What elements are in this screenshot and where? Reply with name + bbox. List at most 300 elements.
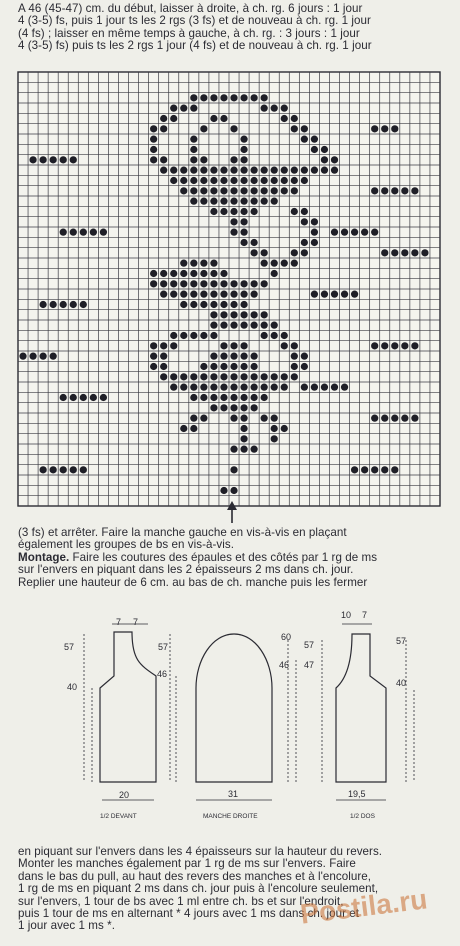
filled-cell-dot xyxy=(200,394,207,401)
filled-cell-dot xyxy=(230,384,237,391)
filled-cell-dot xyxy=(251,322,258,329)
sleeve-left-side: 46 xyxy=(279,660,290,670)
filled-cell-dot xyxy=(210,187,217,194)
filled-cell-dot xyxy=(240,208,247,215)
filled-cell-dot xyxy=(200,363,207,370)
filled-cell-dot xyxy=(331,156,338,163)
filled-cell-dot xyxy=(240,384,247,391)
filled-cell-dot xyxy=(180,280,187,287)
filled-cell-dot xyxy=(321,291,328,298)
filled-cell-dot xyxy=(190,425,197,432)
filled-cell-dot xyxy=(321,384,328,391)
filled-cell-dot xyxy=(240,353,247,360)
filled-cell-dot xyxy=(361,229,368,236)
outro-line: 1 rg de ms en piquant 2 ms dans ch. jour puis à l'encolure seulement, xyxy=(18,882,379,896)
filled-cell-dot xyxy=(411,415,418,422)
filled-cell-dot xyxy=(230,311,237,318)
filled-cell-dot xyxy=(210,353,217,360)
filled-cell-dot xyxy=(80,394,87,401)
outro-line: sur l'envers, 1 tour de bs avec 1 ml entre ch. bs et sur l'endroit, xyxy=(18,894,344,908)
filled-cell-dot xyxy=(80,466,87,473)
filled-cell-dot xyxy=(220,311,227,318)
filled-cell-dot xyxy=(381,415,388,422)
filled-cell-dot xyxy=(341,384,348,391)
front-height-side: 40 xyxy=(67,682,78,692)
back-neck-width-1: 10 xyxy=(341,610,352,620)
filled-cell-dot xyxy=(341,229,348,236)
filled-cell-dot xyxy=(230,94,237,101)
filled-cell-dot xyxy=(230,156,237,163)
filled-cell-dot xyxy=(230,353,237,360)
filled-cell-dot xyxy=(281,167,288,174)
filled-cell-dot xyxy=(240,136,247,143)
filled-cell-dot xyxy=(220,342,227,349)
filled-cell-dot xyxy=(160,373,167,380)
front-neck-width-1: 7 xyxy=(116,617,122,627)
filled-cell-dot xyxy=(170,342,177,349)
filled-cell-dot xyxy=(381,187,388,194)
filled-cell-dot xyxy=(200,384,207,391)
filled-cell-dot xyxy=(371,466,378,473)
filled-cell-dot xyxy=(200,332,207,339)
filled-cell-dot xyxy=(200,187,207,194)
filled-cell-dot xyxy=(311,136,318,143)
filled-cell-dot xyxy=(411,187,418,194)
filled-cell-dot xyxy=(200,260,207,267)
filled-cell-dot xyxy=(271,322,278,329)
filled-cell-dot xyxy=(190,270,197,277)
filled-cell-dot xyxy=(301,239,308,246)
filled-cell-dot xyxy=(210,198,217,205)
filled-cell-dot xyxy=(281,187,288,194)
filled-cell-dot xyxy=(50,156,57,163)
filled-cell-dot xyxy=(180,177,187,184)
filled-cell-dot xyxy=(261,311,268,318)
filled-cell-dot xyxy=(230,404,237,411)
back-neck-width-2: 7 xyxy=(362,610,368,620)
filled-cell-dot xyxy=(210,332,217,339)
filled-cell-dot xyxy=(220,394,227,401)
filled-cell-dot xyxy=(220,384,227,391)
filled-cell-dot xyxy=(80,229,87,236)
filled-cell-dot xyxy=(261,198,268,205)
filled-cell-dot xyxy=(301,208,308,215)
filled-cell-dot xyxy=(230,125,237,132)
sleeve-caption: MANCHE DROITE xyxy=(203,813,258,820)
filled-cell-dot xyxy=(351,229,358,236)
filled-cell-dot xyxy=(230,280,237,287)
filled-cell-dot xyxy=(220,487,227,494)
filled-cell-dot xyxy=(190,384,197,391)
filled-cell-dot xyxy=(60,301,67,308)
filled-cell-dot xyxy=(190,291,197,298)
filled-cell-dot xyxy=(230,322,237,329)
filled-cell-dot xyxy=(210,301,217,308)
filled-cell-dot xyxy=(210,384,217,391)
filled-cell-dot xyxy=(271,187,278,194)
filled-cell-dot xyxy=(150,270,157,277)
filled-cell-dot xyxy=(291,342,298,349)
filled-cell-dot xyxy=(220,301,227,308)
filled-cell-dot xyxy=(361,466,368,473)
filled-cell-dot xyxy=(371,415,378,422)
filled-cell-dot xyxy=(261,105,268,112)
filled-cell-dot xyxy=(341,291,348,298)
intro-line: (4 fs) ; laisser en même temps à gauche, à ch. rg. : 3 jours : 1 jour xyxy=(18,26,360,40)
filled-cell-dot xyxy=(240,415,247,422)
filled-cell-dot xyxy=(160,363,167,370)
filled-cell-dot xyxy=(60,229,67,236)
filled-cell-dot xyxy=(210,291,217,298)
filled-cell-dot xyxy=(271,435,278,442)
filled-cell-dot xyxy=(190,146,197,153)
filled-cell-dot xyxy=(240,187,247,194)
filled-cell-dot xyxy=(401,342,408,349)
filled-cell-dot xyxy=(261,394,268,401)
filled-cell-dot xyxy=(230,487,237,494)
filled-cell-dot xyxy=(271,373,278,380)
filled-cell-dot xyxy=(170,105,177,112)
filled-cell-dot xyxy=(230,218,237,225)
filled-cell-dot xyxy=(401,415,408,422)
outro-line: dans le bas du pull, au haut des revers des manches et à l'encolure, xyxy=(18,869,371,883)
filled-cell-dot xyxy=(220,373,227,380)
filled-cell-dot xyxy=(251,187,258,194)
filled-cell-dot xyxy=(291,208,298,215)
filled-cell-dot xyxy=(401,249,408,256)
filled-cell-dot xyxy=(90,229,97,236)
filled-cell-dot xyxy=(251,239,258,246)
filled-cell-dot xyxy=(200,373,207,380)
filled-cell-dot xyxy=(251,249,258,256)
filled-cell-dot xyxy=(240,363,247,370)
filled-cell-dot xyxy=(230,373,237,380)
filled-cell-dot xyxy=(40,466,47,473)
filled-cell-dot xyxy=(190,136,197,143)
filet-grid xyxy=(18,72,440,506)
filled-cell-dot xyxy=(180,187,187,194)
filled-cell-dot xyxy=(301,177,308,184)
filled-cell-dot xyxy=(60,156,67,163)
filled-cell-dot xyxy=(190,260,197,267)
filled-cell-dot xyxy=(29,353,36,360)
filled-cell-dot xyxy=(321,146,328,153)
front-right-side: 46 xyxy=(157,669,168,679)
filled-cell-dot xyxy=(371,125,378,132)
filled-cell-dot xyxy=(210,167,217,174)
filled-cell-dot xyxy=(70,394,77,401)
intro-line: 4 (3-5) fs, puis 1 jour ts les 2 rgs (3 fs) et de nouveau à ch. rg. 1 jour xyxy=(18,14,371,28)
filled-cell-dot xyxy=(190,156,197,163)
filled-cell-dot xyxy=(311,229,318,236)
outro-line: puis 1 tour de ms en alternant * 4 jours avec 1 ms dans ch. jour et xyxy=(18,907,360,921)
filled-cell-dot xyxy=(190,280,197,287)
filled-cell-dot xyxy=(180,291,187,298)
filled-cell-dot xyxy=(230,415,237,422)
filled-cell-dot xyxy=(50,301,57,308)
filled-cell-dot xyxy=(331,384,338,391)
filled-cell-dot xyxy=(240,146,247,153)
filled-cell-dot xyxy=(200,94,207,101)
outro-line: Monter les manches également par 1 rg de ms sur l'envers. Faire xyxy=(18,857,356,871)
filled-cell-dot xyxy=(50,466,57,473)
filled-cell-dot xyxy=(311,291,318,298)
filled-cell-dot xyxy=(311,146,318,153)
filled-cell-dot xyxy=(271,384,278,391)
filled-cell-dot xyxy=(190,332,197,339)
filled-cell-dot xyxy=(251,384,258,391)
filled-cell-dot xyxy=(150,136,157,143)
filled-cell-dot xyxy=(200,198,207,205)
filled-cell-dot xyxy=(311,239,318,246)
filled-cell-dot xyxy=(180,270,187,277)
filled-cell-dot xyxy=(150,342,157,349)
filled-cell-dot xyxy=(271,270,278,277)
filled-cell-dot xyxy=(261,280,268,287)
filled-cell-dot xyxy=(261,94,268,101)
front-right-total: 57 xyxy=(158,642,169,652)
filled-cell-dot xyxy=(170,384,177,391)
filled-cell-dot xyxy=(230,291,237,298)
filled-cell-dot xyxy=(271,167,278,174)
filled-cell-dot xyxy=(331,167,338,174)
filled-cell-dot xyxy=(261,187,268,194)
filled-cell-dot xyxy=(291,115,298,122)
filled-cell-dot xyxy=(321,156,328,163)
filled-cell-dot xyxy=(301,167,308,174)
filled-cell-dot xyxy=(190,94,197,101)
filled-cell-dot xyxy=(240,425,247,432)
filled-cell-dot xyxy=(160,291,167,298)
filled-cell-dot xyxy=(281,342,288,349)
filled-cell-dot xyxy=(251,446,258,453)
filled-cell-dot xyxy=(180,260,187,267)
filled-cell-dot xyxy=(240,342,247,349)
intro-line: A 46 (45-47) cm. du début, laisser à droite, à ch. rg. 6 jours : 1 jour xyxy=(18,2,363,15)
filled-cell-dot xyxy=(301,353,308,360)
sleeve-schematic xyxy=(196,634,296,800)
filled-cell-dot xyxy=(180,105,187,112)
filled-cell-dot xyxy=(210,260,217,267)
back-bottom-width: 19,5 xyxy=(348,789,366,799)
outro-line: 1 jour avec 1 ms *. xyxy=(18,919,115,933)
filled-cell-dot xyxy=(100,394,107,401)
filled-cell-dot xyxy=(150,156,157,163)
filled-cell-dot xyxy=(170,280,177,287)
filled-cell-dot xyxy=(261,260,268,267)
filled-cell-dot xyxy=(150,353,157,360)
filled-cell-dot xyxy=(70,156,77,163)
filled-cell-dot xyxy=(291,177,298,184)
filled-cell-dot xyxy=(381,249,388,256)
filled-cell-dot xyxy=(271,415,278,422)
front-bottom-width: 20 xyxy=(119,790,130,800)
filled-cell-dot xyxy=(281,373,288,380)
filled-cell-dot xyxy=(19,353,26,360)
filled-cell-dot xyxy=(240,198,247,205)
filled-cell-dot xyxy=(230,466,237,473)
filled-cell-dot xyxy=(261,384,268,391)
back-caption: 1/2 DOS xyxy=(350,813,375,820)
filled-cell-dot xyxy=(180,425,187,432)
filled-cell-dot xyxy=(170,177,177,184)
filled-cell-dot xyxy=(160,280,167,287)
sleeve-left-total: 60 xyxy=(281,632,292,642)
filled-cell-dot xyxy=(170,332,177,339)
filled-cell-dot xyxy=(321,167,328,174)
watermark-logo: Postila.ru xyxy=(298,883,429,930)
filled-cell-dot xyxy=(311,167,318,174)
mid-line: (3 fs) et arrêter. Faire la manche gauche en vis-à-vis en plaçant xyxy=(18,526,347,539)
filled-cell-dot xyxy=(240,404,247,411)
filled-cell-dot xyxy=(190,301,197,308)
filled-cell-dot xyxy=(170,115,177,122)
montage-line: Replier une hauteur de 6 cm. au bas de ch. manche puis les fermer xyxy=(18,575,368,589)
filled-cell-dot xyxy=(210,270,217,277)
filled-cell-dot xyxy=(391,342,398,349)
filled-cell-dot xyxy=(411,342,418,349)
filled-cell-dot xyxy=(100,229,107,236)
filled-cell-dot xyxy=(240,322,247,329)
filled-cell-dot xyxy=(210,177,217,184)
filled-cell-dot xyxy=(180,167,187,174)
sleeve-right-side: 47 xyxy=(304,660,315,670)
filled-cell-dot xyxy=(230,198,237,205)
filled-cell-dot xyxy=(220,270,227,277)
filled-cell-dot xyxy=(80,301,87,308)
filled-cell-dot xyxy=(220,177,227,184)
filled-cell-dot xyxy=(301,363,308,370)
filled-cell-dot xyxy=(160,125,167,132)
filled-cell-dot xyxy=(261,167,268,174)
front-neck-width-2: 7 xyxy=(133,617,139,627)
filled-cell-dot xyxy=(220,322,227,329)
filled-cell-dot xyxy=(220,198,227,205)
filled-cell-dot xyxy=(210,208,217,215)
mid-paragraph xyxy=(18,527,446,589)
filled-cell-dot xyxy=(190,373,197,380)
back-schematic xyxy=(322,624,414,800)
filled-cell-dot xyxy=(220,404,227,411)
filled-cell-dot xyxy=(210,322,217,329)
filled-cell-dot xyxy=(150,363,157,370)
filled-cell-dot xyxy=(281,177,288,184)
filled-cell-dot xyxy=(220,208,227,215)
filled-cell-dot xyxy=(251,167,258,174)
filled-cell-dot xyxy=(150,125,157,132)
filled-cell-dot xyxy=(150,280,157,287)
mid-line: également les groupes de bs en vis-à-vis. xyxy=(18,538,235,552)
filled-cell-dot xyxy=(220,291,227,298)
filled-cell-dot xyxy=(251,353,258,360)
filled-cell-dot xyxy=(60,394,67,401)
filled-cell-dot xyxy=(200,291,207,298)
filled-cell-dot xyxy=(230,363,237,370)
filled-cell-dot xyxy=(210,94,217,101)
filled-cell-dot xyxy=(281,384,288,391)
filled-cell-dot xyxy=(271,332,278,339)
filled-cell-dot xyxy=(220,167,227,174)
filled-cell-dot xyxy=(251,208,258,215)
filled-cell-dot xyxy=(301,125,308,132)
filled-cell-dot xyxy=(281,260,288,267)
filled-cell-dot xyxy=(331,229,338,236)
filled-cell-dot xyxy=(371,342,378,349)
filled-cell-dot xyxy=(240,239,247,246)
filled-cell-dot xyxy=(251,280,258,287)
filled-cell-dot xyxy=(240,280,247,287)
filled-cell-dot xyxy=(240,291,247,298)
filled-cell-dot xyxy=(190,198,197,205)
filled-cell-dot xyxy=(220,280,227,287)
filled-cell-dot xyxy=(200,415,207,422)
filled-cell-dot xyxy=(281,332,288,339)
filled-cell-dot xyxy=(210,280,217,287)
filled-cell-dot xyxy=(200,167,207,174)
filled-cell-dot xyxy=(190,177,197,184)
filled-cell-dot xyxy=(381,466,388,473)
filled-cell-dot xyxy=(160,342,167,349)
filled-cell-dot xyxy=(240,311,247,318)
filled-cell-dot xyxy=(251,404,258,411)
front-height-total: 57 xyxy=(64,642,75,652)
filled-cell-dot xyxy=(210,311,217,318)
filled-cell-dot xyxy=(70,229,77,236)
filled-cell-dot xyxy=(391,187,398,194)
filled-cell-dot xyxy=(160,156,167,163)
filled-cell-dot xyxy=(391,125,398,132)
filled-cell-dot xyxy=(170,373,177,380)
filled-cell-dot xyxy=(351,466,358,473)
filled-cell-dot xyxy=(351,291,358,298)
filled-cell-dot xyxy=(251,311,258,318)
outro-line: en piquant sur l'envers dans les 4 épaisseurs sur la hauteur du revers. xyxy=(18,845,383,858)
filled-cell-dot xyxy=(220,353,227,360)
filled-cell-dot xyxy=(90,394,97,401)
filled-cell-dot xyxy=(170,291,177,298)
filled-cell-dot xyxy=(271,260,278,267)
filled-cell-dot xyxy=(180,301,187,308)
filled-cell-dot xyxy=(240,301,247,308)
filled-cell-dot xyxy=(200,125,207,132)
filled-cell-dot xyxy=(291,187,298,194)
filled-cell-dot xyxy=(70,466,77,473)
filled-cell-dot xyxy=(251,177,258,184)
filled-cell-dot xyxy=(291,167,298,174)
filled-cell-dot xyxy=(291,260,298,267)
filled-cell-dot xyxy=(271,105,278,112)
filled-cell-dot xyxy=(251,394,258,401)
filled-cell-dot xyxy=(240,156,247,163)
filled-cell-dot xyxy=(251,363,258,370)
filled-cell-dot xyxy=(421,249,428,256)
filled-cell-dot xyxy=(301,384,308,391)
filled-cell-dot xyxy=(281,105,288,112)
filled-cell-dot xyxy=(291,125,298,132)
filled-cell-dot xyxy=(220,94,227,101)
filled-cell-dot xyxy=(230,177,237,184)
filled-cell-dot xyxy=(391,415,398,422)
filled-cell-dot xyxy=(29,156,36,163)
filled-cell-dot xyxy=(70,301,77,308)
filled-cell-dot xyxy=(251,198,258,205)
filled-cell-dot xyxy=(261,177,268,184)
filled-cell-dot xyxy=(261,373,268,380)
montage-line: sur l'envers en piquant dans les 2 épaisseurs 2 ms dans ch. jour. xyxy=(18,563,354,577)
filled-cell-dot xyxy=(251,373,258,380)
filled-cell-dot xyxy=(180,373,187,380)
filled-cell-dot xyxy=(381,342,388,349)
